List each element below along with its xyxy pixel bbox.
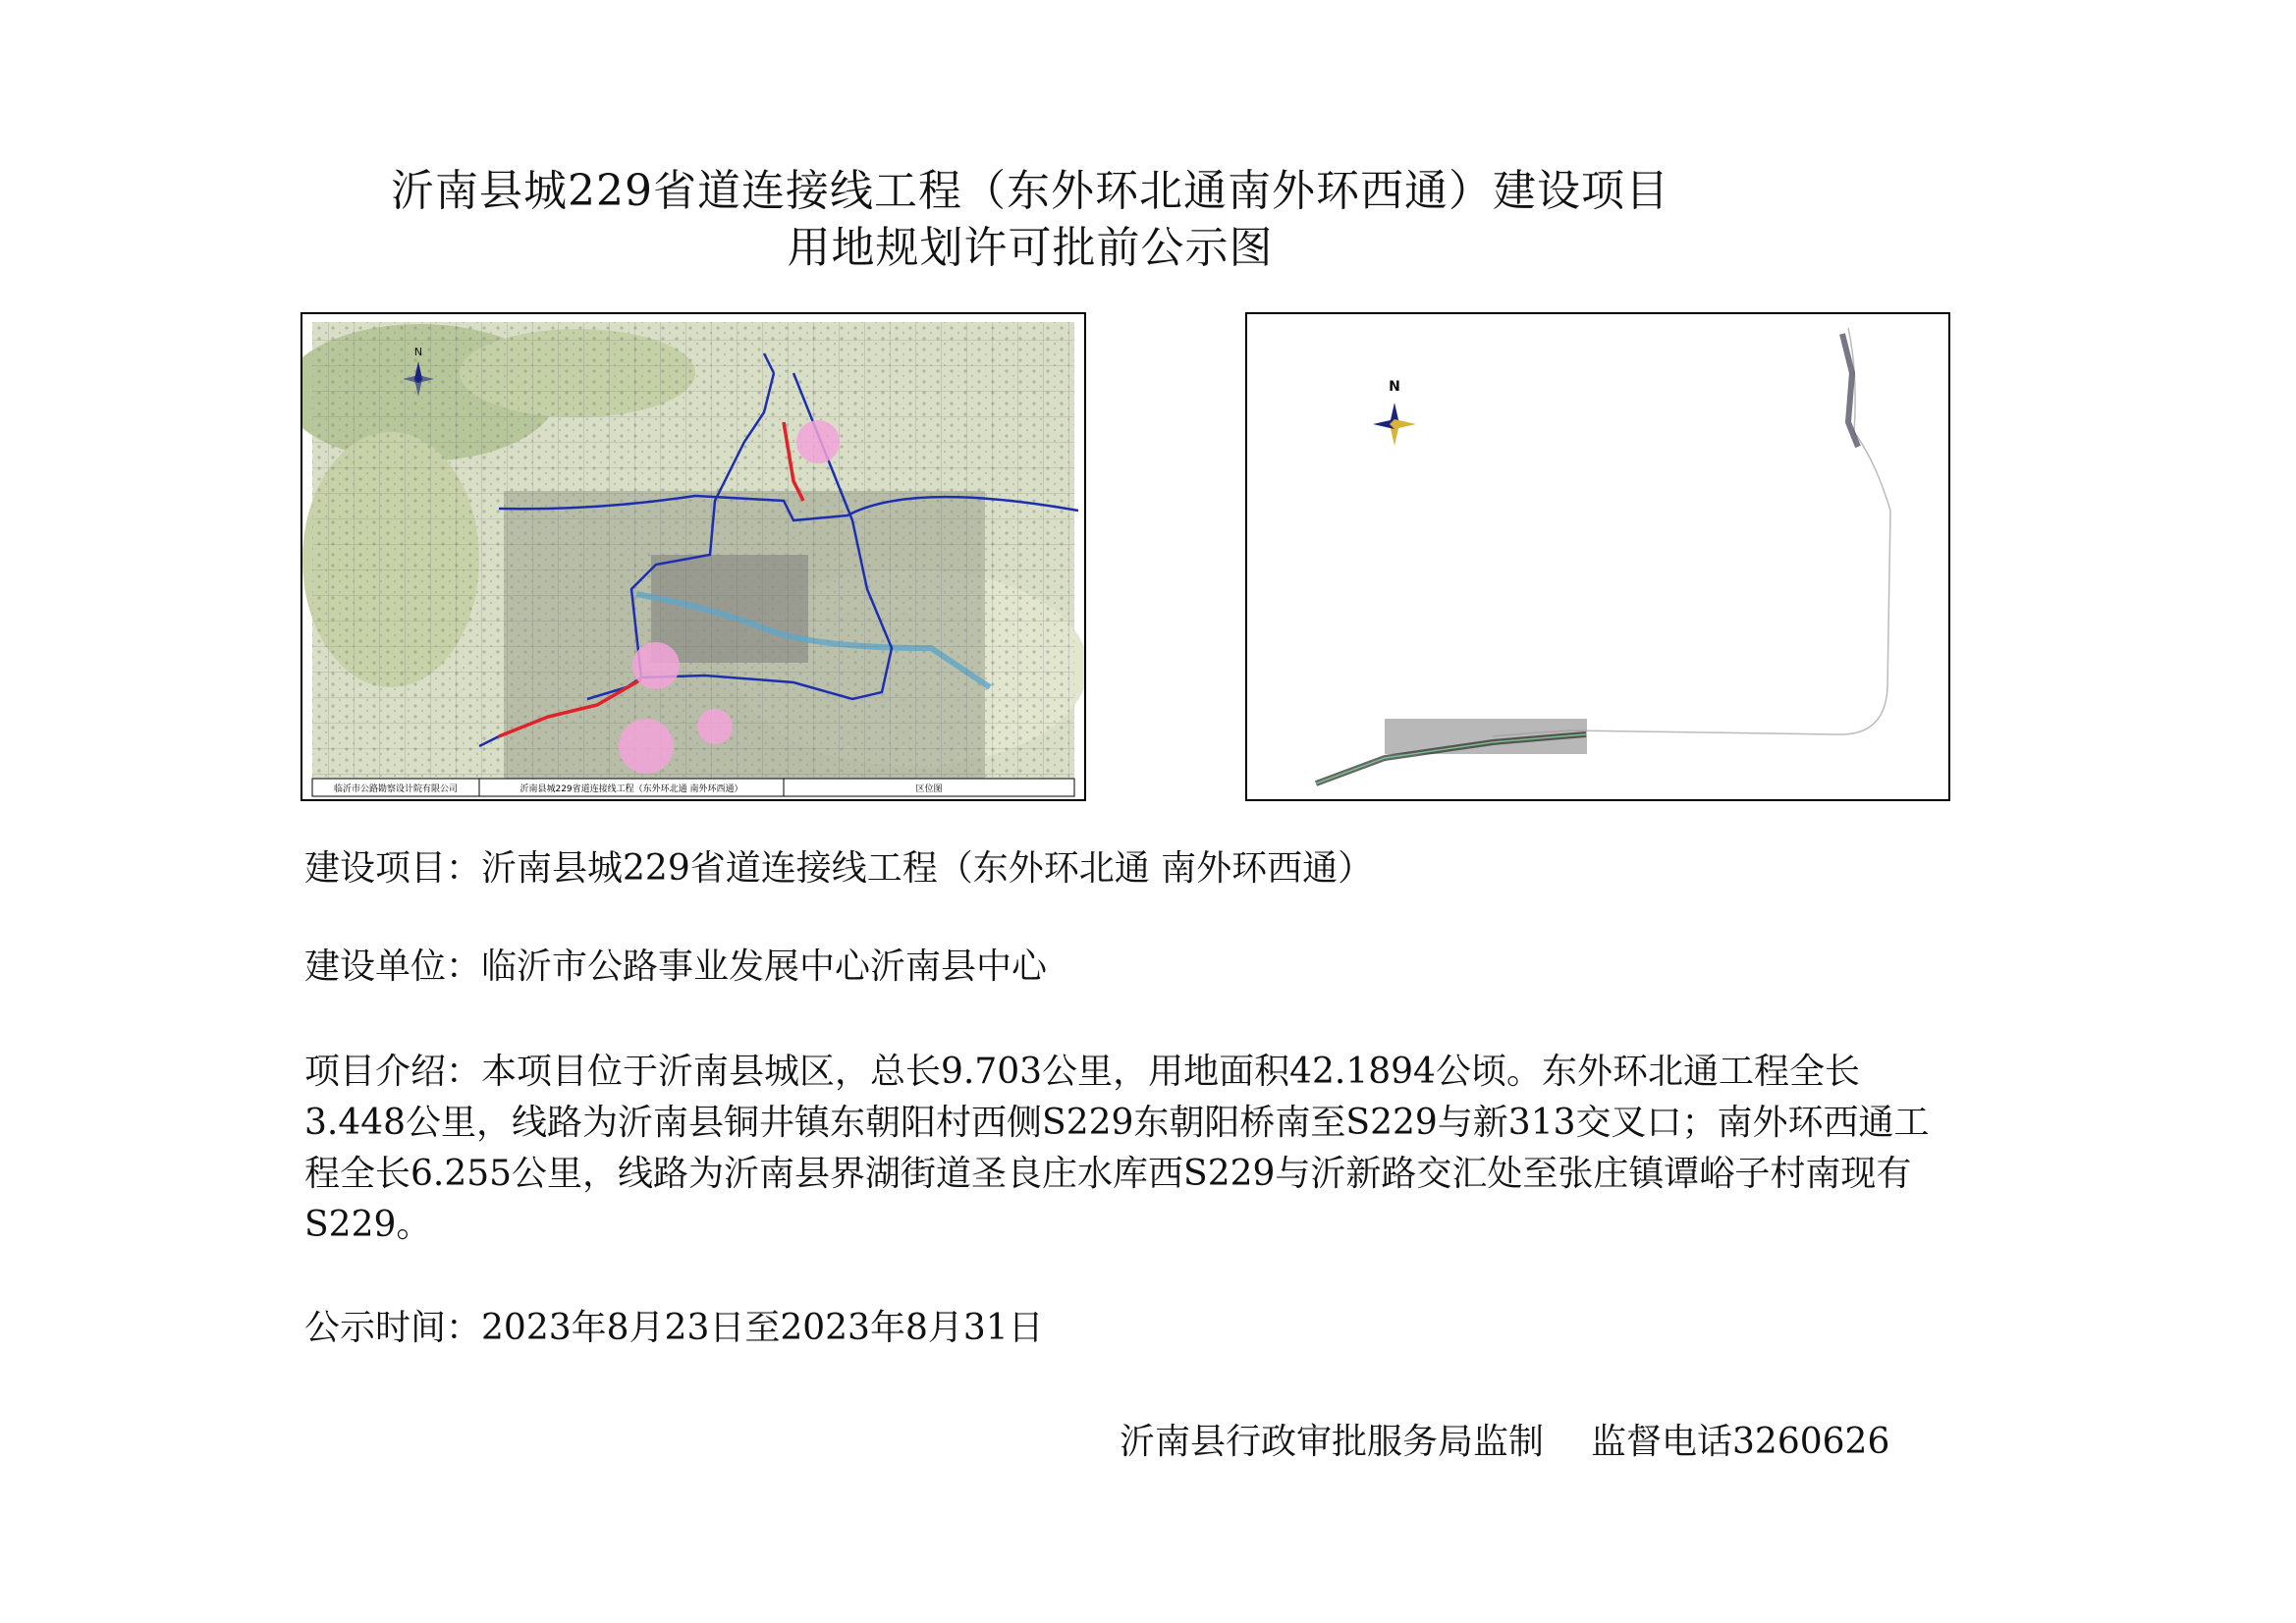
north-label: N bbox=[1389, 379, 1400, 395]
page-subtitle: 用地规划许可批前公示图 bbox=[787, 223, 1274, 273]
project-label: 建设项目： bbox=[304, 848, 482, 889]
route-plan-map bbox=[1245, 312, 1950, 801]
unit-value: 临沂市公路事业发展中心沂南县中心 bbox=[481, 947, 1048, 987]
unit-label: 建设单位： bbox=[304, 947, 482, 987]
north-label: N bbox=[413, 346, 423, 358]
project-line bbox=[304, 840, 1373, 891]
project-value: 沂南县城229省道连接线工程（东外环北通 南外环西通） bbox=[481, 848, 1374, 889]
time-label: 公示时间： bbox=[304, 1308, 482, 1348]
route-plan-graphic bbox=[1247, 314, 1948, 799]
location-map-graphic bbox=[302, 314, 1084, 799]
intro-paragraph bbox=[304, 1047, 1935, 1251]
intro-text: 本项目位于沂南县城区，总长9.703公里，用地面积42.1894公顷。东外环北通工程全长3.448公里，线路为沂南县铜井镇东朝阳村西侧S229东朝阳桥南至S229与新313交叉口；南外环西通工程全长6.255公里，线路为沂南县界湖街道圣良庄水库西S229与沂新路交汇处至张庄镇谭峪子村南现有S229。 bbox=[304, 1052, 1930, 1245]
intro-label: 项目介绍： bbox=[304, 1052, 482, 1092]
title-block-company: 临沂市公路勘察设计院有限公司 bbox=[333, 784, 459, 794]
phone-text: 监督电话3260626 bbox=[1591, 1422, 1890, 1462]
page-title: 沂南县城229省道连接线工程（东外环北通南外环西通）建设项目 bbox=[391, 166, 1669, 216]
unit-line bbox=[304, 939, 1047, 989]
footer bbox=[1120, 1414, 1889, 1464]
location-map bbox=[301, 312, 1086, 801]
title-block-drawing: 区位图 bbox=[915, 784, 943, 794]
supervisor-text: 沂南县行政审批服务局监制 bbox=[1120, 1422, 1545, 1462]
time-line bbox=[304, 1300, 1044, 1350]
title-block-project: 沂南县城229省道连接线工程（东外环北通 南外环西通） bbox=[519, 784, 743, 794]
time-value: 2023年8月23日至2023年8月31日 bbox=[481, 1308, 1044, 1348]
